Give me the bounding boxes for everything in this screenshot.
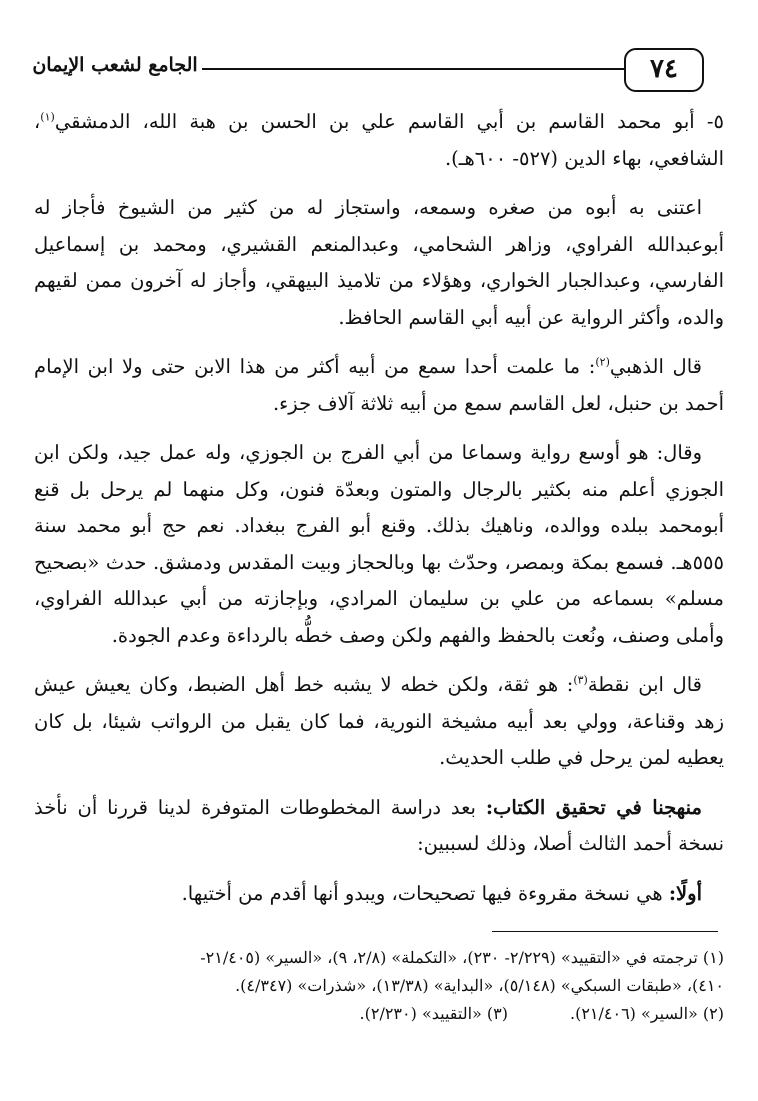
paragraph-4: وقال: هو أوسع رواية وسماعا من أبي الفرج بن الجوزي، وله عمل جيد، ولكن ابن الجوزي أعلم منه بكثير بالرجال والمتون وبعدّة فنون، وكل منهما لم يرحل بل قنع أبومحمد ببلده ووالده، وناهيك بذلك. وقنع أبو الفرج ببغداد. نعم حج أبو محمد سنة ٥٥٥هـ. فسمع بمكة وبمصر، وحدّث بها وبالحجاز وبيت المقدس ودمشق. حدث «بصحيح مسلم» بسماعه من علي بن سليمان المرادي، وبإجازته من أبي عبدالله الفراوي، وأملى وصنف، ونُعت بالحفظ والفهم ولكن وصف خطُّه بالرداءة وعدم الجودة.: [34, 441, 724, 647]
paragraph-5-end: : هو ثقة، ولكن خطه لا يشبه خط أهل الضبط، وكان يعيش عيش زهد وقناعة، وولي بعد أبيه مشيخة النورية، فما كان يقبل من الرواتب شيئا، بل كان يعطيه لمن يرحل في طلب الحديث.: [34, 673, 724, 769]
paragraph-7: [34, 876, 724, 913]
footnote-ref-3: (٣): [573, 673, 588, 687]
footnote-separator: [492, 931, 718, 932]
page-header: [30, 40, 710, 104]
method-heading: منهجنا في تحقيق الكتاب:: [485, 795, 702, 819]
paragraph-3: [34, 349, 724, 422]
paragraph-2: اعتنى به أبوه من صغره وسمعه، واستجاز له من كثير من الشيوخ فأجاز له أبوعبدالله الفراوي، وزاهر الشحامي، وعبدالمنعم القشيري، ومحمد بن إسماعيل الفارسي، وعبدالجبار الخواري، وهؤلاء من تلاميذ البيهقي، وأجاز له آخرون ممن لقيهم والده، وأكثر الرواية عن أبيه أبي القاسم الحافظ.: [34, 196, 724, 329]
main-text: [34, 104, 724, 925]
footnote-ref-2: (٢): [595, 355, 610, 369]
first-reason-label: أولًا:: [668, 881, 702, 905]
footnote-1-line-1: (١) ترجمته في «التقييد» (٢/٢٢٩- ٢٣٠)، «التكملة» (٢/٨، ٩)، «السير» (٢١/٤٠٥-: [200, 948, 724, 967]
footnote-3: (٣) «التقييد» (٢/٢٣٠).: [359, 1004, 508, 1023]
paragraph-5-text: قال ابن نقطة: [587, 673, 702, 696]
book-title: الجامع لشعب الإيمان: [32, 54, 198, 76]
paragraph-5: [34, 667, 724, 777]
paragraph-1: [34, 104, 724, 177]
header-rule: [202, 68, 624, 70]
paragraph-1-text: ٥- أبو محمد القاسم بن أبي القاسم علي بن الحسن بن هبة الله، الدمشقي: [54, 110, 724, 133]
paragraph-6-text: بعد دراسة المخطوطات المتوفرة لدينا قررنا أن نأخذ نسخة أحمد الثالث أصلا، وذلك لسببين:: [34, 795, 724, 855]
paragraph-6: [34, 790, 724, 863]
paragraph-3-text: قال الذهبي: [609, 355, 702, 378]
page-number: ٧٤: [624, 48, 704, 92]
paragraph-3-end: : ما علمت أحدا سمع من أبيه أكثر من هذا الابن حتى ولا ابن الإمام أحمد بن حنبل، لعل القاسم سمع من أبيه ثلاثة آلاف جزء.: [34, 355, 724, 415]
footnote-2: (٢) «السير» (٢١/٤٠٦).: [569, 1004, 724, 1023]
paragraph-7-text: هي نسخة مقروءة فيها تصحيحات، ويبدو أنها أقدم من أختيها.: [181, 881, 669, 905]
paragraph-1-end: ، الشافعي، بهاء الدين (٥٢٧- ٦٠٠هـ).: [34, 110, 724, 170]
footnote-row: [34, 1000, 724, 1028]
footnote-1-line-2: ٤١٠)، «طبقات السبكي» (٥/١٤٨)، «البداية» (١٣/٣٨)، «شذرات» (٤/٣٤٧).: [235, 976, 724, 995]
footnote-ref-1: (١): [40, 110, 55, 124]
footnotes: [34, 944, 724, 1028]
